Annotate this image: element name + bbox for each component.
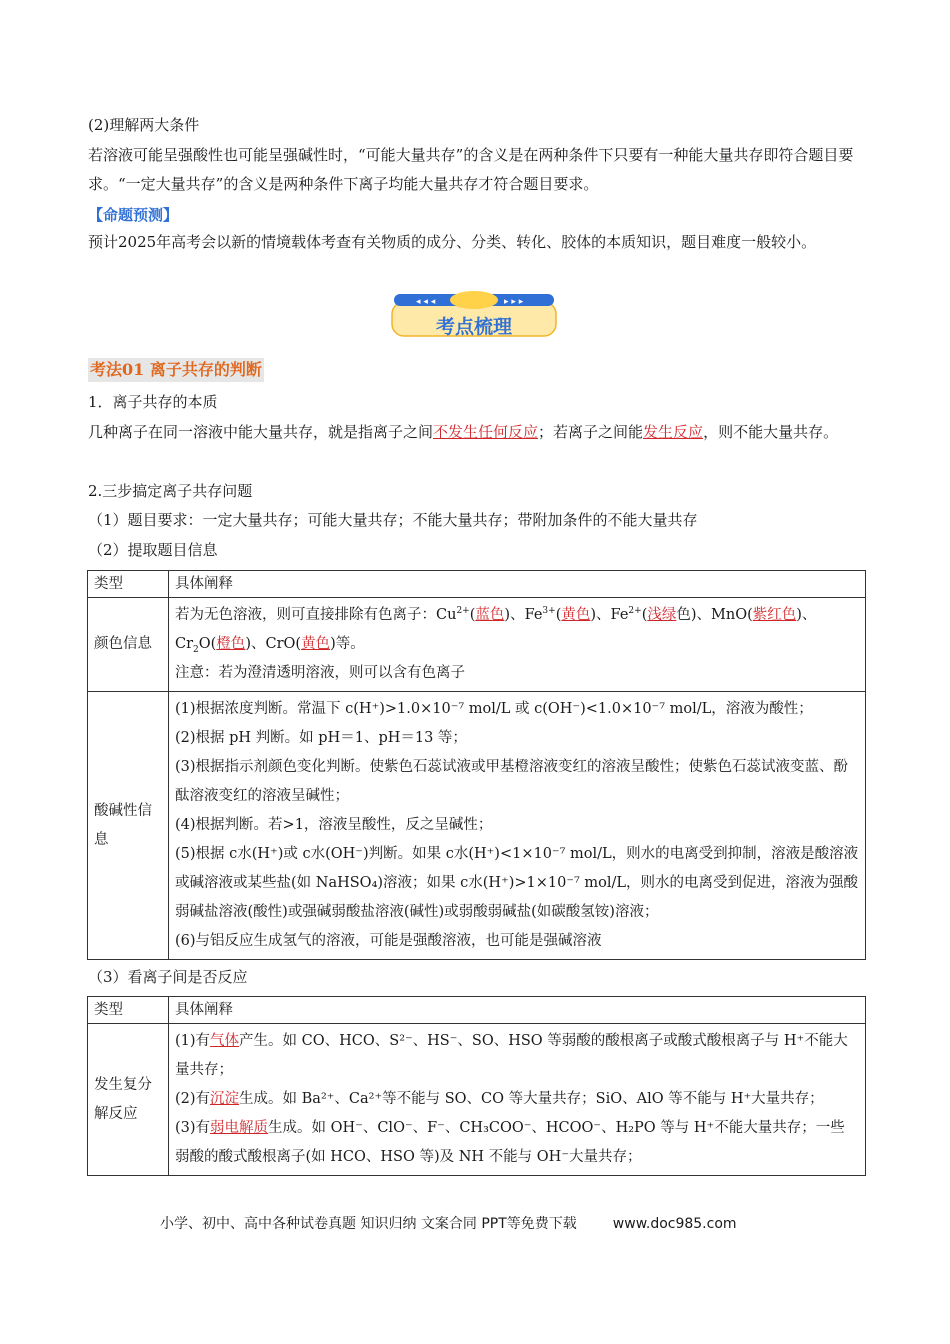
- cro-ion: CrO(: [265, 636, 302, 652]
- step2: （2）提取题目信息: [88, 541, 218, 559]
- s1-text-b: ；若离子之间能: [538, 423, 644, 441]
- fe2-ion: Fe: [610, 607, 629, 623]
- footer-url[interactable]: www.doc985.com: [612, 1216, 737, 1232]
- cr2o-color: 橙色: [216, 636, 246, 652]
- info-table: [87, 570, 866, 960]
- prediction-label: 【命题预测】: [88, 206, 179, 224]
- cr2o-sub: 2: [193, 644, 199, 655]
- acid-line-4: (4)根据判断。若>1，溶液呈酸性，反之呈碱性；: [175, 817, 493, 833]
- color-end: )等。: [330, 636, 365, 652]
- react-line-2: [175, 1085, 859, 1114]
- acid-line-5: (5)根据 c水(H⁺)或 c水(OH⁻)判断。如果 c水(H⁺)<1×10⁻⁷ mol/L，则水的电离受到抑制，溶液是酸溶液或碱溶液或某些盐(如 NaHSO₄)溶液；如果 c水(H⁺)>1×10⁻⁷ mol/L，则水的电离受到促进，溶液为强酸弱碱盐溶液(酸性)或强碱弱酸盐溶液(碱性)或弱酸弱碱盐(如碳酸氢铵)溶液；: [175, 846, 859, 920]
- react-line-1: [175, 1027, 859, 1085]
- react-desc: [169, 1024, 866, 1176]
- react-l1-post: 产生。如 CO、HCO、S²⁻、HS⁻、SO、HSO 等弱酸的酸根离子或酸式酸根离子与 H⁺不能大量共存；: [175, 1033, 848, 1078]
- color-intro: 若为无色溶液，则可直接排除有色离子：: [175, 607, 436, 623]
- react-l3-pre: (3)有: [175, 1120, 211, 1136]
- header-type: 类型: [88, 571, 169, 598]
- cr2o-tail: O(: [198, 636, 217, 652]
- footer: [160, 1213, 737, 1233]
- acid-line-2: (2)根据 pH 判断。如 pH＝1、pH＝13 等；: [175, 730, 467, 746]
- step1: （1）题目要求：一定大量共存；可能大量共存；不能大量共存；带附加条件的不能大量共存: [88, 511, 698, 529]
- s1-text-a: 几种离子在同一溶液中能大量共存，就是指离子之间: [88, 423, 434, 441]
- react-l1-red: 气体: [210, 1033, 240, 1049]
- react-l2-red: 沉淀: [210, 1091, 240, 1107]
- react-l1-pre: (1)有: [175, 1033, 211, 1049]
- header-type: 类型: [88, 997, 169, 1024]
- svg-text:◂ ◂ ◂: ◂ ◂ ◂: [416, 297, 436, 307]
- acid-desc: [169, 692, 866, 960]
- svg-text:▸ ▸ ▸: ▸ ▸ ▸: [504, 297, 524, 307]
- cu-color: 蓝色: [475, 607, 505, 623]
- color-note: 注意：若为澄清透明溶液，则可以含有色离子: [175, 665, 465, 681]
- acid-line-6: (6)与铝反应生成氢气的溶液，可能是强酸溶液，也可能是强碱溶液: [175, 933, 602, 949]
- understand-heading: (2)理解两大条件: [88, 116, 200, 134]
- s1-red-b: 发生反应: [643, 423, 704, 441]
- reaction-table: [87, 996, 866, 1176]
- react-line-3: [175, 1114, 859, 1172]
- table-row: [88, 1024, 866, 1176]
- table-row: [88, 692, 866, 960]
- fe3-charge: 3+: [542, 606, 556, 617]
- header-desc: 具体阐释: [169, 997, 866, 1024]
- react-l2-pre: (2)有: [175, 1091, 211, 1107]
- badge-text: 考点梳理: [435, 316, 512, 338]
- cu-charge: 2+: [456, 606, 470, 617]
- s1-heading: 1．离子共存的本质: [88, 393, 218, 411]
- cr2o-ion: Cr: [175, 636, 194, 652]
- section-title: 考法01 离子共存的判断: [88, 358, 264, 382]
- acid-line-3: (3)根据指示剂颜色变化判断。使紫色石蕊试液或甲基橙溶液变红的溶液呈酸性；使紫色石蕊试液变蓝、酚酞溶液变红的溶液呈碱性；: [175, 759, 849, 804]
- react-type: 发生复分解反应: [88, 1024, 169, 1176]
- footer-text: 小学、初中、高中各种试卷真题 知识归纳 文案合同 PPT等免费下载: [160, 1216, 577, 1232]
- mno-ion: MnO(: [711, 607, 753, 623]
- s1-red-a: 不发生任何反应: [433, 423, 539, 441]
- table-row: [88, 598, 866, 692]
- s1-text-c: ，则不能大量共存。: [703, 423, 839, 441]
- understand-text: 若溶液可能呈强酸性也可能呈强碱性时，“可能大量共存”的含义是在两种条件下只要有一种能大量共存即符合题目要求。“一定大量共存”的含义是两种条件下离子均能大量共存才符合题目要求。: [88, 146, 854, 193]
- react-l3-red: 弱电解质: [210, 1120, 269, 1136]
- color-type: 颜色信息: [88, 598, 169, 692]
- step3: （3）看离子间是否反应: [88, 968, 248, 986]
- react-l2-post: 生成。如 Ba²⁺、Ca²⁺等不能与 SO、CO 等大量共存；SiO、AlO 等不能与 H⁺大量共存；: [239, 1091, 824, 1107]
- header-desc: 具体阐释: [169, 571, 866, 598]
- mno-color: 紫红色: [752, 607, 797, 623]
- prediction-text: 预计2025年高考会以新的情境载体考查有关物质的成分、分类、转化、胶体的本质知识，题目难度一般较小。: [88, 233, 817, 251]
- table-header-row: [88, 571, 866, 598]
- topic-badge: [386, 290, 562, 340]
- fe2-color: 浅绿: [647, 607, 677, 623]
- react-l3-post: 生成。如 OH⁻、ClO⁻、F⁻、CH₃COO⁻、HCOO⁻、H₂PO 等与 H⁺不能大量共存；一些弱酸的酸式酸根离子(如 HCO、HSO 等)及 NH 不能与 OH⁻大量共存；: [175, 1120, 845, 1165]
- s2-heading: 2.三步搞定离子共存问题: [88, 482, 253, 500]
- acid-type: 酸碱性信息: [88, 692, 169, 960]
- color-desc: 若为无色溶液，则可直接排除有色离子：$Cu^{2+}$(蓝色)、$Fe^{3+}$(黄色)、$Fe^{2+}$(浅绿色)、MnO(紫红色)、$Cr_2O$(橙色)、CrO(黄色)等。 注意：若为澄清透明溶液，则可以含有色离子: [169, 598, 866, 692]
- table-header-row: [88, 997, 866, 1024]
- fe2-charge: 2+: [628, 606, 642, 617]
- cro-color: 黄色: [301, 636, 331, 652]
- fe3-color: 黄色: [561, 607, 591, 623]
- fe2-suffix: 色)、: [676, 607, 712, 623]
- cu-ion: Cu: [436, 607, 457, 623]
- fe3-ion: Fe: [524, 607, 543, 623]
- s1-text: [88, 418, 866, 447]
- acid-line-1: (1)根据浓度判断。常温下 c(H⁺)>1.0×10⁻⁷ mol/L 或 c(OH⁻)<1.0×10⁻⁷ mol/L，溶液为酸性；: [175, 701, 813, 717]
